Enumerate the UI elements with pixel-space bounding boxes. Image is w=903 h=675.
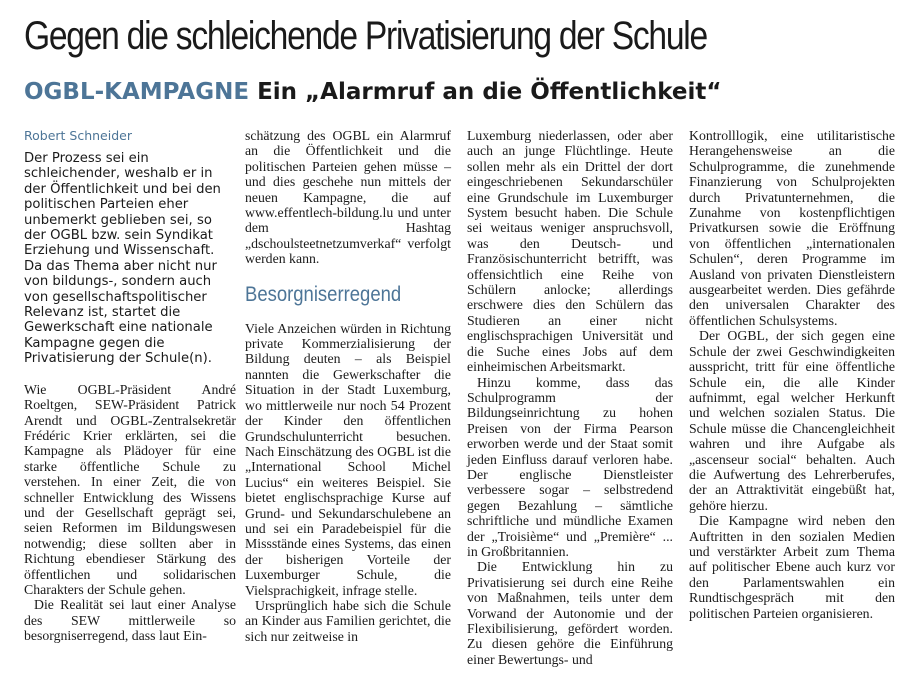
lead-paragraph: Der Prozess sei ein schleichender, weshalb er in der Öffentlichkeit und bei den politischen Parteien eher unbemerkt geblieben sei, so der OGBL bzw. sein Syndikat Erziehung und Wissenschaft. Da das Thema aber nicht nur von bildungs-, sondern auch von gesellschaftspolitischer Relevanz ist, startet die Gewerkschaft eine nationale Kampagne gegen die Privatisierung der Schule(n).	[24, 151, 221, 367]
author-byline: Robert Schneider	[24, 128, 132, 143]
body-paragraph: Der OGBL, der sich gegen eine Schule der zwei Geschwindigkeiten ausspricht, tritt für eine öffentliche Schule ein, die alle Kinder aufnimmt, egal welcher Herkunft und welchen sozialen Status. Die Schule müsse die Chancengleichheit wahren und ihre Aufgabe als „ascenseur social“ behalten. Auch die Aufwertung des Lehrerberufes, der an Attraktivität eingebüßt hat, gehöre hierzu.	[689, 328, 895, 513]
subline-text: Ein „Alarmruf an die Öffentlichkeit“	[257, 79, 722, 105]
body-paragraph: Ursprünglich habe sich die Schule an Kinder aus Familien gerichtet, die sich nur zeitweise in	[245, 597, 451, 644]
body-paragraph: Die Realität sei laut einer Analyse des SEW mittlerweile so besorgniserregend, dass laut Ein-	[24, 597, 236, 644]
headline: Gegen die schleichende Privatisierung der Schule	[24, 14, 707, 58]
body-paragraph: Die Entwicklung hin zu Privatisierung sei durch eine Reihe von Maßnahmen, teils unter dem Vorwand der Autonomie und der Flexibilisierung, gefördert worden. Zu diesen gehöre die Einführung einer Bewertungs- und	[467, 559, 673, 667]
body-paragraph: Luxemburg niederlassen, oder aber auch an junge Flüchtlinge. Heute sollen mehr als ein Drittel der dort eingeschriebenen Sekundarschüler eine Grundschule im Luxemburger System besucht haben. Die Schule sei weitaus weniger anspruchsvoll, was den Deutsch- und Französischunterricht betrifft, was offensichtlich eine Reihe von Schülern anlocke; allerdings erschwere dies den Schülern das Studieren an einer nicht englischsprachigen Universität und die Suche eines Jobs auf dem einheimischen Arbeitsmarkt.	[467, 128, 673, 375]
article-column-4	[689, 128, 895, 621]
subheading: Besorgniserregend	[245, 282, 402, 306]
body-paragraph: Die Kampagne wird neben den Auftritten in den sozialen Medien und verstärkter Arbeit zum Thema auf politischer Ebene auch kurz vor den Parlamentswahlen ein Rundtischgespräch mit den politischen Parteien organisieren.	[689, 513, 895, 621]
body-paragraph: Wie OGBL-Präsident André Roeltgen, SEW-Präsident Patrick Arendt und OGBL-Zentralsekretär Frédéric Krier erklärten, sei die Kampagne als Plädoyer für eine starke öffentliche Schule zu verstehen. In einer Zeit, die von schneller Entwicklung des Wissens und der Gesellschaft geprägt sei, seien Reformen im Bildungswesen notwendig; diese sollten aber in Richtung ebendieser Stärkung des öffentlichen und solidarischen Charakters der Schule gehen.	[24, 381, 236, 597]
body-paragraph: Hinzu komme, dass das Schulprogramm der Bildungseinrichtung zu hohen Preisen von der Firma Pearson erworben werde und der Staat somit jeden Einfluss darauf verloren habe. Der englische Dienstleister verbessere sogar – selbstredend gegen Bezahlung – sämtliche schriftliche und mündliche Examen der „Troisième“ und „Première“ ... in Großbritannien.	[467, 374, 673, 559]
body-paragraph: Viele Anzeichen würden in Richtung private Kommerzialisierung der Bildung deuten – als Beispiel nannten die Gewerkschafter die Situation in der Stadt Luxemburg, wo mittlerweile nur noch 54 Prozent der Kinder den öffentlichen Grundschulunterricht besuchen. Nach Einschätzung des OGBL ist die „International School Michel Lucius“ ein weiteres Beispiel. Sie bietet englischsprachige Kurse auf Grund- und Sekundarschulebene an und sei ein Paradebeispiel für die Missstände eines Systems, das einen der bisherigen Vorteile der Luxemburger Schule, die Vielsprachigkeit, infrage stelle.	[245, 320, 452, 598]
body-paragraph: Kontrolllogik, eine utilitaristische Herangehensweise an die Schulprogramme, die zunehmende Finanzierung von Schulprojekten durch Privatunternehmen, die Zunahme von kostenpflichtigen Privatkursen sowie die Eröffnung von öffentlichen „internationalen Schulen“, deren Programme im Ausland von privaten Dienstleistern ausgearbeitet werden. Dies gefährde den universalen Charakter des öffentlichen Schulsystems.	[689, 128, 895, 328]
article-column-3	[467, 128, 673, 667]
kicker: OGBL-KAMPAGNE	[24, 79, 250, 105]
subline	[24, 76, 721, 108]
body-paragraph: schätzung des OGBL ein Alarmruf an die Öffentlichkeit und die politischen Parteien gehen müsse – und dies geschehe nun mittels der neuen Kampagne, die auf www.effentlech-bildung.lu und unter dem Hashtag „dschoulsteetnetzumverkaf“ verfolgt werden kann.	[245, 128, 451, 267]
article-column-2	[245, 128, 451, 644]
article-column-1	[24, 128, 236, 644]
